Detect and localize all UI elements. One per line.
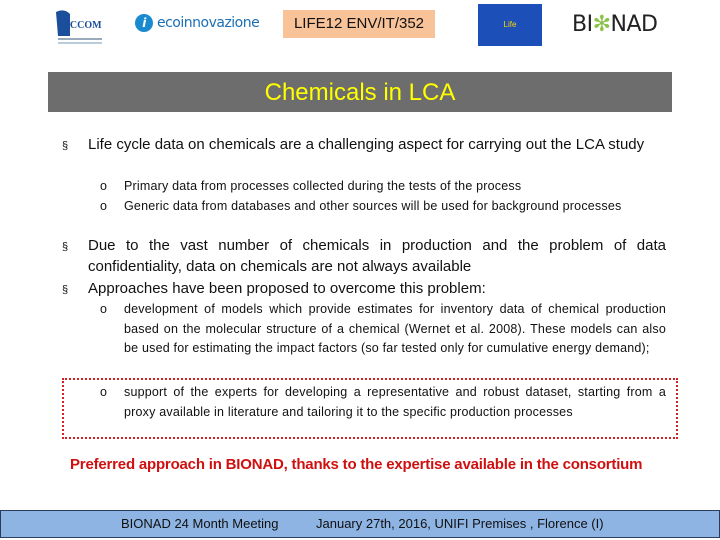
sub-bullet-text: development of models which provide estimates for inventory data of chemical production based on the molecular structure of a chemical (Wernet et al. 2008). These models can also be used for estimating the impact factors (so far tested only for cumulative energy demand); — [124, 302, 666, 355]
sub-bullet-icon: o — [100, 302, 107, 316]
bullet-icon: § — [62, 284, 69, 296]
sub-bullet-text: support of the experts for developing a representative and robust dataset, starting from a proxy available in literature and tailoring it to the specific production processes — [124, 385, 666, 419]
footer-bar — [0, 510, 720, 538]
sub-bullet — [100, 383, 666, 419]
sub-bullet — [100, 300, 666, 355]
footer-date-place: January 27th, 2016, UNIFI Premises , Florence (I) — [316, 516, 604, 531]
bullet-text: Approaches have been proposed to overcome this problem: — [88, 280, 486, 297]
bullet-3 — [62, 278, 486, 301]
sub-bullet — [100, 197, 622, 217]
footer-meeting: BIONAD 24 Month Meeting — [121, 516, 279, 531]
bullet-icon: § — [62, 241, 69, 253]
project-code: LIFE12 ENV/IT/352 — [283, 10, 435, 38]
sub-bullet-icon: o — [100, 179, 107, 193]
sub-bullet-icon: o — [100, 199, 107, 213]
iccom-logo — [52, 8, 107, 46]
bullet-1 — [62, 134, 645, 157]
bullet-2 — [62, 235, 666, 275]
slide-title: Chemicals in LCA — [48, 72, 672, 112]
eco-logo-text: ecoinnovazione — [157, 15, 260, 31]
sub-bullet-text: Primary data from processes collected during the tests of the process — [124, 179, 522, 193]
eco-icon: i — [135, 14, 153, 32]
eu-life-logo — [478, 4, 542, 46]
bullet-icon: § — [62, 140, 69, 152]
preferred-approach-note: Preferred approach in BIONAD, thanks to the expertise available in the consortium — [70, 456, 643, 473]
svg-text:ICCOM: ICCOM — [66, 20, 102, 31]
ecoinnovazione-logo — [135, 14, 259, 32]
bionad-logo: BI✻NAD — [572, 12, 658, 37]
sub-bullet-icon: o — [100, 385, 107, 399]
sub-bullet — [100, 177, 522, 197]
bullet-text: Due to the vast number of chemicals in production and the problem of data confidentiality, data on chemicals are not always available — [88, 237, 666, 275]
sub-bullet-text: Generic data from databases and other sources will be used for background processes — [124, 199, 622, 213]
bullet-text: Life cycle data on chemicals are a challenging aspect for carrying out the LCA study — [88, 136, 645, 153]
life-logo-text: Life — [503, 20, 517, 29]
